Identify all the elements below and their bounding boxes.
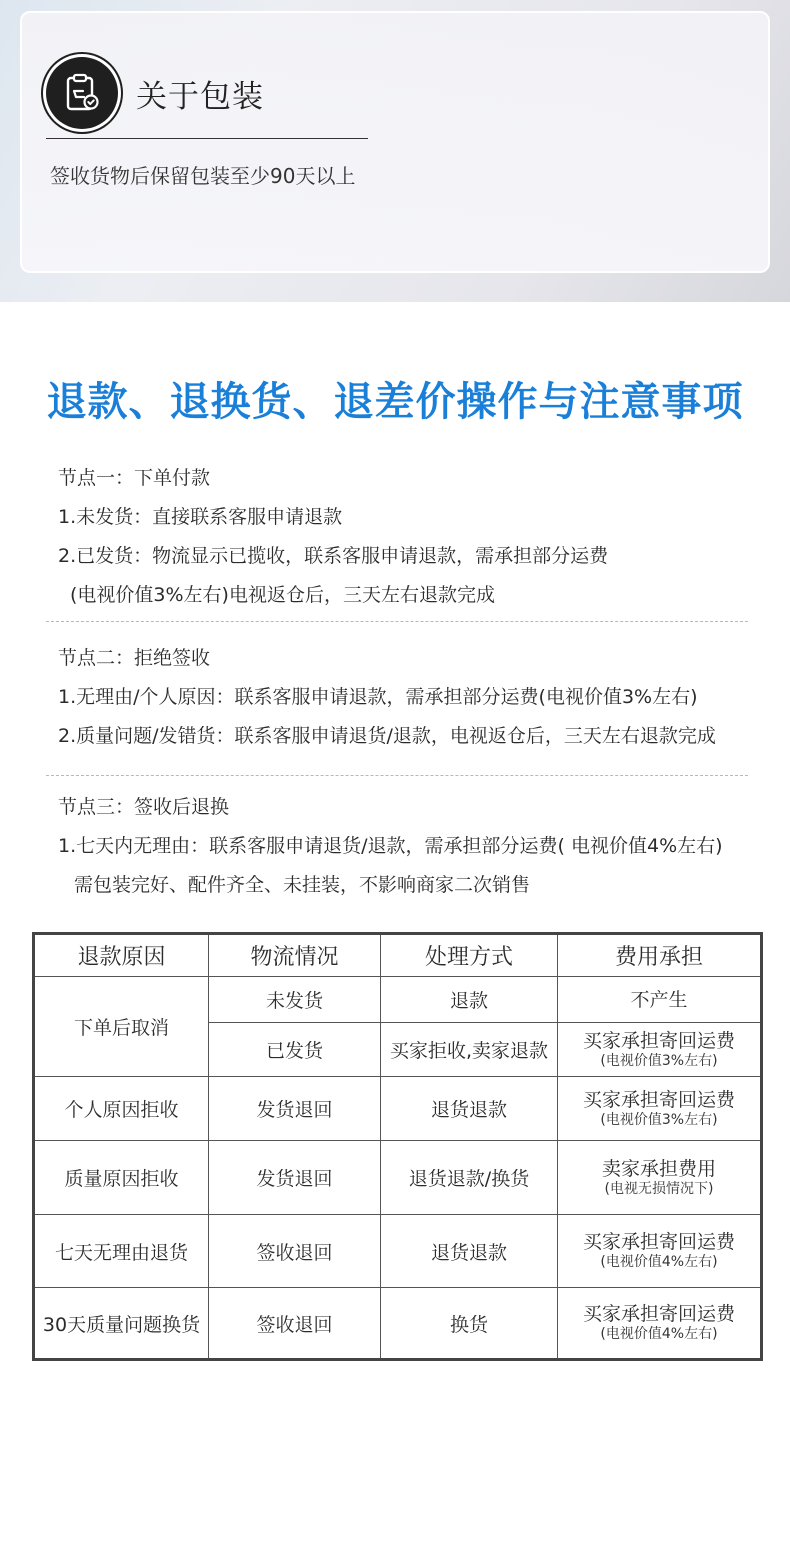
cell-reason: 质量原因拒收 bbox=[34, 1141, 209, 1215]
table-row bbox=[34, 1288, 762, 1360]
node1-line3: (电视价值3%左右)电视返仓后，三天左右退款完成 bbox=[70, 584, 495, 606]
fee-main: 不产生 bbox=[630, 988, 688, 1011]
fee-main: 买家承担寄回运费 bbox=[582, 1303, 735, 1325]
column-header: 处理方式 bbox=[381, 934, 558, 977]
fee-note: (电视无损情况下) bbox=[604, 1180, 714, 1197]
cell-fee bbox=[558, 1141, 762, 1215]
table-header-row bbox=[34, 934, 762, 977]
node3-heading: 节点三：签收后退换 bbox=[58, 796, 230, 818]
cell-handling: 退款 bbox=[381, 977, 558, 1023]
packaging-card bbox=[20, 11, 770, 273]
node3-line1: 1.七天内无理由：联系客服申请退货/退款，需承担部分运费( 电视价值4%左右) bbox=[58, 835, 723, 857]
cell-fee bbox=[558, 1215, 762, 1288]
clipboard-check-icon bbox=[46, 57, 118, 129]
node2-line1: 1.无理由/个人原因：联系客服申请退款，需承担部分运费(电视价值3%左右) bbox=[58, 686, 698, 708]
fee-main: 买家承担寄回运费 bbox=[582, 1088, 735, 1111]
cell-reason: 下单后取消 bbox=[34, 977, 209, 1077]
cell-logistics: 发货退回 bbox=[209, 1077, 381, 1141]
column-header: 退款原因 bbox=[34, 934, 209, 977]
cell-logistics: 签收退回 bbox=[209, 1288, 381, 1360]
cell-logistics: 签收退回 bbox=[209, 1215, 381, 1288]
cell-reason: 七天无理由退货 bbox=[34, 1215, 209, 1288]
cell-handling: 买家拒收,卖家退款 bbox=[381, 1023, 558, 1077]
fee-note: (电视价值3%左右) bbox=[600, 1111, 718, 1128]
cell-logistics: 未发货 bbox=[209, 977, 381, 1023]
table-row bbox=[34, 977, 762, 1023]
cell-fee bbox=[558, 977, 762, 1023]
cell-handling: 退货退款 bbox=[381, 1215, 558, 1288]
fee-note: (电视价值4%左右) bbox=[600, 1326, 718, 1342]
refund-section-title: 退款、退换货、退差价操作与注意事项 bbox=[46, 379, 744, 425]
cell-handling: 退货退款 bbox=[381, 1077, 558, 1141]
cell-reason: 个人原因拒收 bbox=[34, 1077, 209, 1141]
cell-logistics: 已发货 bbox=[209, 1023, 381, 1077]
node3-line2: 需包装完好、配件齐全、未挂装，不影响商家二次销售 bbox=[74, 874, 531, 896]
section-divider bbox=[46, 621, 748, 622]
cell-handling: 换货 bbox=[381, 1288, 558, 1360]
packaging-title: 关于包装 bbox=[136, 79, 264, 115]
table-row bbox=[34, 1077, 762, 1141]
cell-fee bbox=[558, 1077, 762, 1141]
node1-heading: 节点一：下单付款 bbox=[58, 467, 211, 489]
column-header: 费用承担 bbox=[558, 934, 762, 977]
packaging-divider bbox=[46, 138, 368, 139]
column-header: 物流情况 bbox=[209, 934, 381, 977]
node2-heading: 节点二：拒绝签收 bbox=[58, 647, 211, 669]
cell-handling: 退货退款/换货 bbox=[381, 1141, 558, 1215]
fee-main: 卖家承担费用 bbox=[601, 1157, 716, 1180]
packaging-description: 签收货物后保留包装至少90天以上 bbox=[50, 164, 356, 188]
packaging-banner bbox=[0, 0, 790, 302]
fee-main: 买家承担寄回运费 bbox=[582, 1231, 735, 1253]
section-divider bbox=[46, 775, 748, 776]
table-row bbox=[34, 1141, 762, 1215]
node1-line2: 2.已发货：物流显示已揽收，联系客服申请退款，需承担部分运费 bbox=[58, 545, 609, 567]
node1-line1: 1.未发货：直接联系客服申请退款 bbox=[58, 506, 343, 528]
cell-fee bbox=[558, 1288, 762, 1360]
cell-logistics: 发货退回 bbox=[209, 1141, 381, 1215]
fee-note: (电视价值4%左右) bbox=[600, 1254, 718, 1270]
node2-line2: 2.质量问题/发错货：联系客服申请退货/退款，电视返仓后，三天左右退款完成 bbox=[58, 725, 716, 747]
cell-reason: 30天质量问题换货 bbox=[34, 1288, 209, 1360]
fee-note: (电视价值3%左右) bbox=[600, 1052, 718, 1069]
table-row bbox=[34, 1215, 762, 1288]
cell-fee bbox=[558, 1023, 762, 1077]
refund-fee-table bbox=[32, 932, 763, 1361]
fee-main: 买家承担寄回运费 bbox=[582, 1029, 735, 1052]
